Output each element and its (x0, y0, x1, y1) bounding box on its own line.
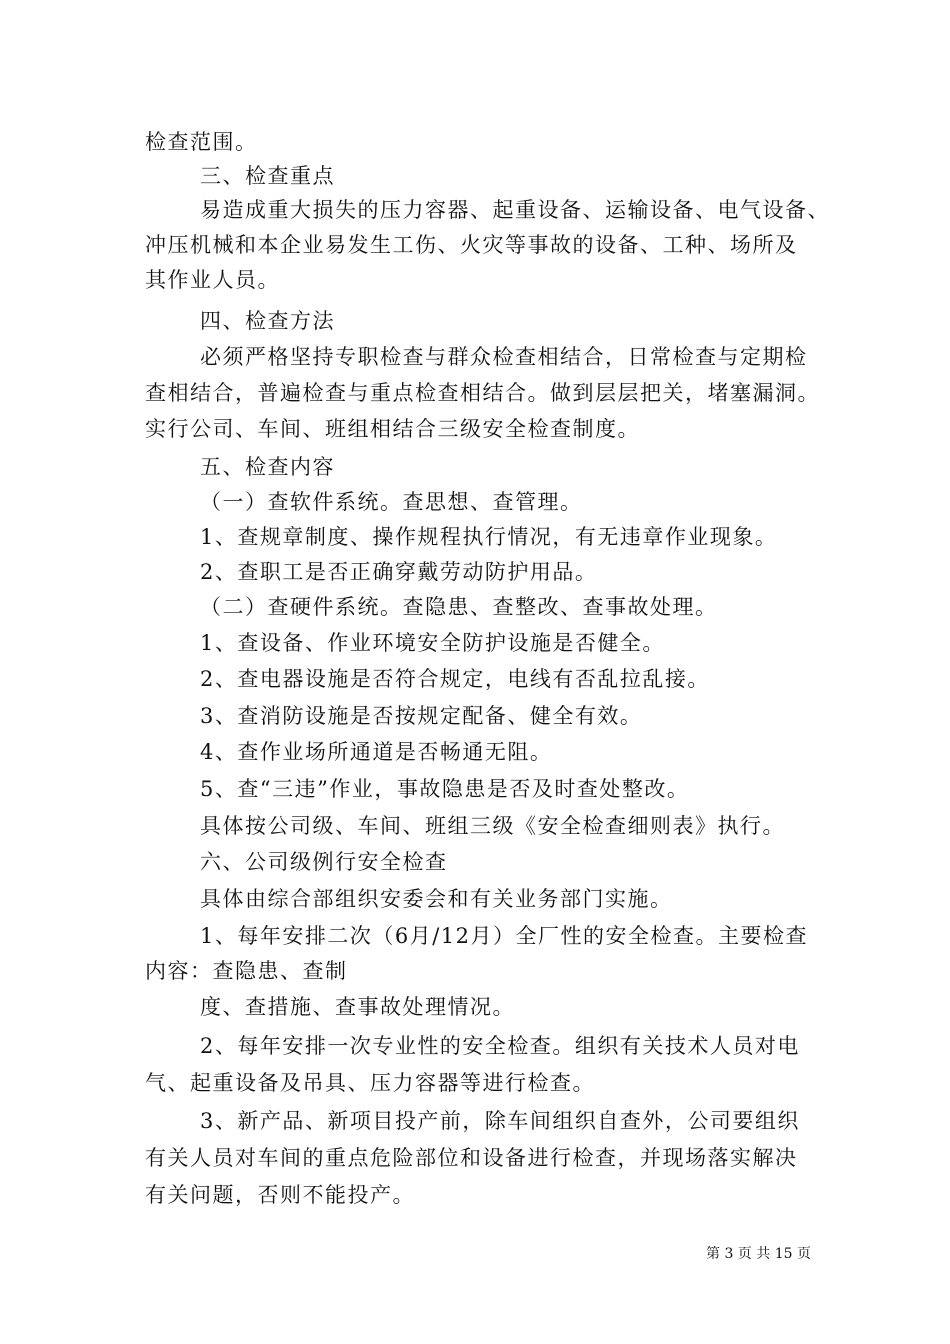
text-line: 1、查设备、作业环境安全防护设施是否健全。 (200, 631, 665, 655)
text-line: 5、查“三违”作业，事故隐患是否及时查处整改。 (200, 777, 690, 801)
page-number: 第 3 页 共 15 页 (706, 1246, 811, 1262)
text-line: 4、查作业场所通道是否畅通无阻。 (200, 740, 553, 764)
text-line: 3、新产品、新项目投产前，除车间组织自查外，公司要组织 (200, 1109, 800, 1133)
text-line: 2、查电器设施是否符合规定，电线有否乱拉乱接。 (200, 667, 710, 691)
section-heading: 六、公司级例行安全检查 (200, 850, 448, 874)
text-line: 冲压机械和本企业易发生工伤、火灾等事故的设备、工种、场所及 (145, 233, 798, 257)
text-line: 其作业人员。 (145, 268, 280, 292)
text-line: 具体由综合部组织安委会和有关业务部门实施。 (200, 887, 673, 911)
text-line: 气、起重设备及吊具、压力容器等进行检查。 (145, 1071, 595, 1095)
text-line: （一）查软件系统。查思想、查管理。 (200, 490, 583, 514)
text-line: 查相结合，普遍检查与重点检查相结合。做到层层把关，堵塞漏洞。 (145, 381, 820, 405)
text-line: 度、查措施、查事故处理情况。 (200, 995, 515, 1019)
text-line: 3、查消防设施是否按规定配备、健全有效。 (200, 704, 643, 728)
text-line: （二）查硬件系统。查隐患、查整改、查事故处理。 (200, 595, 718, 619)
text-line: 内容：查隐患、查制 (145, 959, 348, 983)
section-heading: 三、检查重点 (200, 164, 335, 188)
text-line: 2、查职工是否正确穿戴劳动防护用品。 (200, 560, 598, 584)
text-line: 具体按公司级、车间、班组三级《安全检查细则表》执行。 (200, 814, 785, 838)
text-line: 有关问题，否则不能投产。 (145, 1183, 415, 1207)
text-line: 1、查规章制度、操作规程执行情况，有无违章作业现象。 (200, 525, 778, 549)
text-line: 2、每年安排一次专业性的安全检查。组织有关技术人员对电 (200, 1034, 800, 1058)
text-line: 1、每年安排二次（6月/12月）全厂性的安全检查。主要检查 (200, 924, 809, 948)
text-line: 有关人员对车间的重点危险部位和设备进行检查，并现场落实解决 (145, 1146, 798, 1170)
text-line: 必须严格坚持专职检查与群众检查相结合，日常检查与定期检 (200, 345, 808, 369)
text-line: 易造成重大损失的压力容器、起重设备、运输设备、电气设备、 (200, 198, 830, 222)
text-line: 实行公司、车间、班组相结合三级安全检查制度。 (145, 417, 640, 441)
section-heading: 四、检查方法 (200, 309, 335, 333)
text-line: 检查范围。 (145, 130, 258, 154)
section-heading: 五、检查内容 (200, 455, 335, 479)
